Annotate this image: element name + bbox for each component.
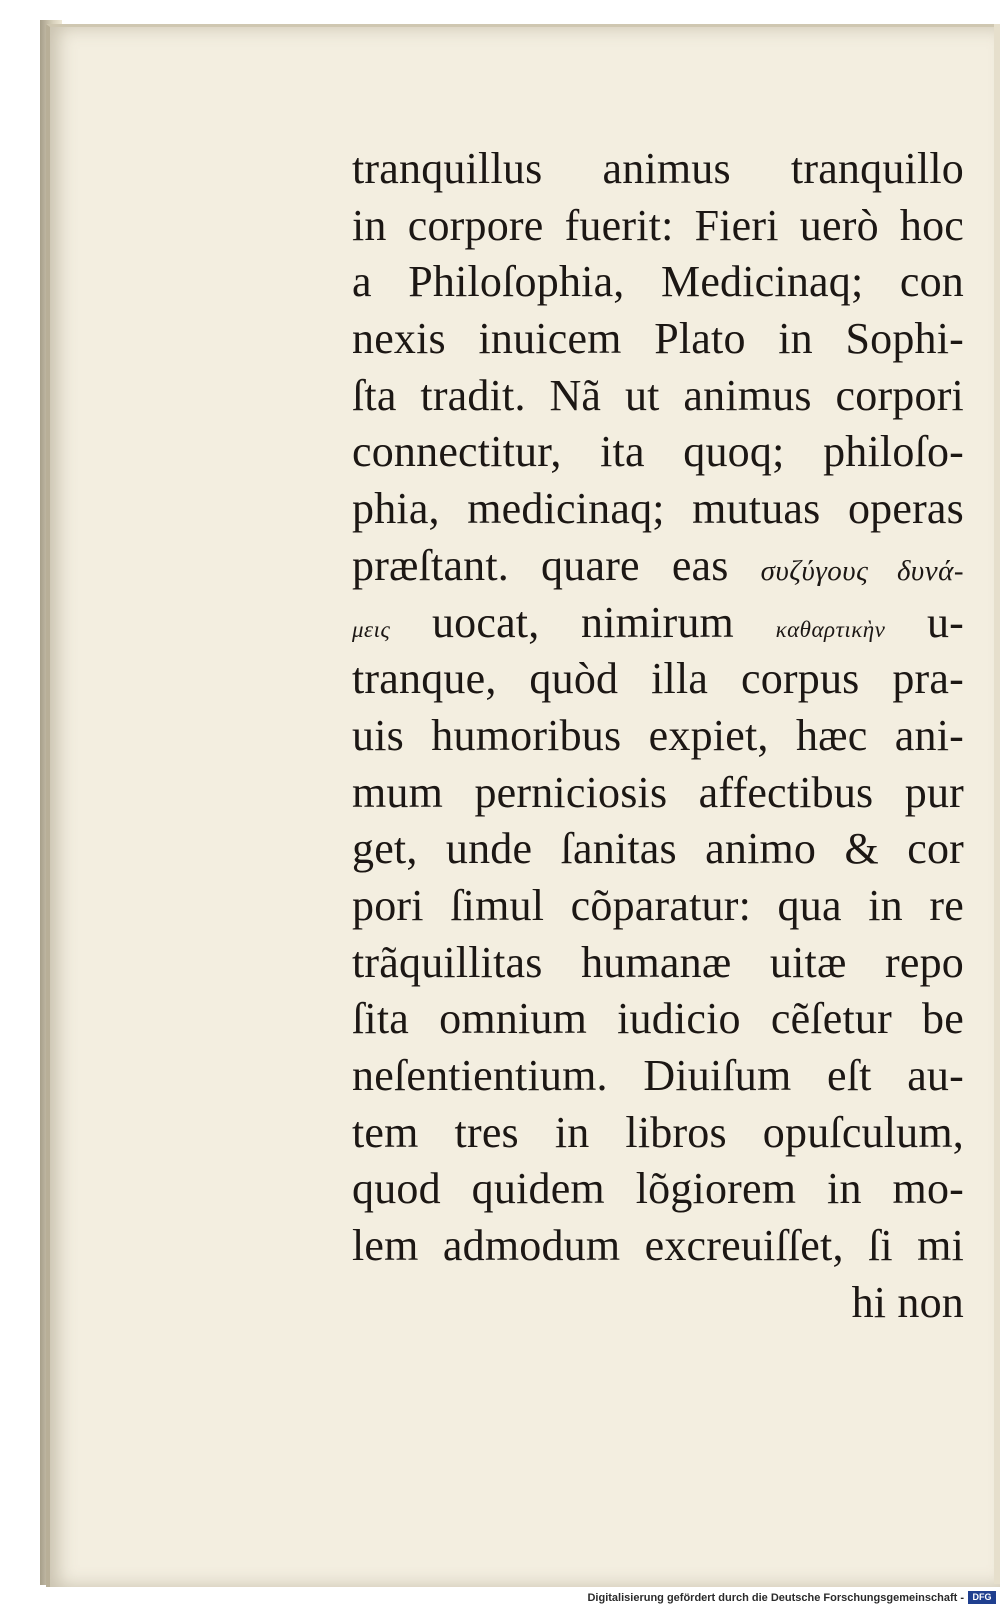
catchword-line: hi non (851, 1277, 964, 1327)
text-line: neſentientium. Diuiſum eſt au- (352, 1051, 964, 1100)
page-edge (994, 24, 1000, 1584)
text-line: tranquillus animus tranquillo (352, 144, 964, 193)
text-line-with-greek (352, 595, 964, 652)
text-line: nexis inuicem Plato in Sophi- (352, 314, 964, 364)
text-line: ſta tradit. Nã ut animus corpori (352, 370, 964, 420)
greek-text: συζύγους δυνά- (760, 554, 964, 587)
text-line: tranque, quòd illa corpus pra- (352, 654, 964, 704)
text-line: get, unde ſanitas animo & cor (352, 824, 964, 874)
latin-text: uocat, nimirum (431, 597, 734, 647)
text-line: lem admodum excreuiſſet, ſi mi (352, 1221, 964, 1271)
text-line: a Philoſophia, Medicinaq; con (352, 257, 964, 307)
text-line-with-greek (352, 538, 964, 595)
funding-credit: Digitalisierung gefördert durch die Deutsche Forschungsgemeinschaft - (587, 1592, 964, 1604)
text-line: mum perniciosis affectibus pur (352, 767, 964, 817)
greek-text: μεις (352, 616, 391, 642)
latin-text: præſtant. quare eas (352, 540, 729, 590)
text-line: ſita omnium iudicio cẽſetur be (352, 994, 964, 1044)
text-line: trãquillitas humanæ uitæ repo (352, 937, 964, 987)
text-line: connectitur, ita quoq; philoſo- (352, 427, 964, 477)
text-line: uis humoribus expiet, hæc ani- (352, 710, 964, 760)
text-line: quod quidem lõgiorem in mo- (352, 1164, 964, 1214)
latin-text: u- (926, 597, 965, 647)
text-line: pori ſimul cõparatur: qua in re (352, 880, 964, 930)
text-line: phia, medicinaq; mutuas operas (352, 484, 964, 534)
text-line: tem tres in libros opuſculum, (352, 1107, 964, 1157)
text-line: in corpore fuerit: Fieri uerò hoc (352, 200, 964, 250)
greek-text: καθαρτικὴν (775, 616, 886, 642)
digitization-footer (0, 1587, 1000, 1607)
page-text-block (352, 141, 964, 1331)
dfg-logo-icon: DFG (968, 1591, 996, 1604)
